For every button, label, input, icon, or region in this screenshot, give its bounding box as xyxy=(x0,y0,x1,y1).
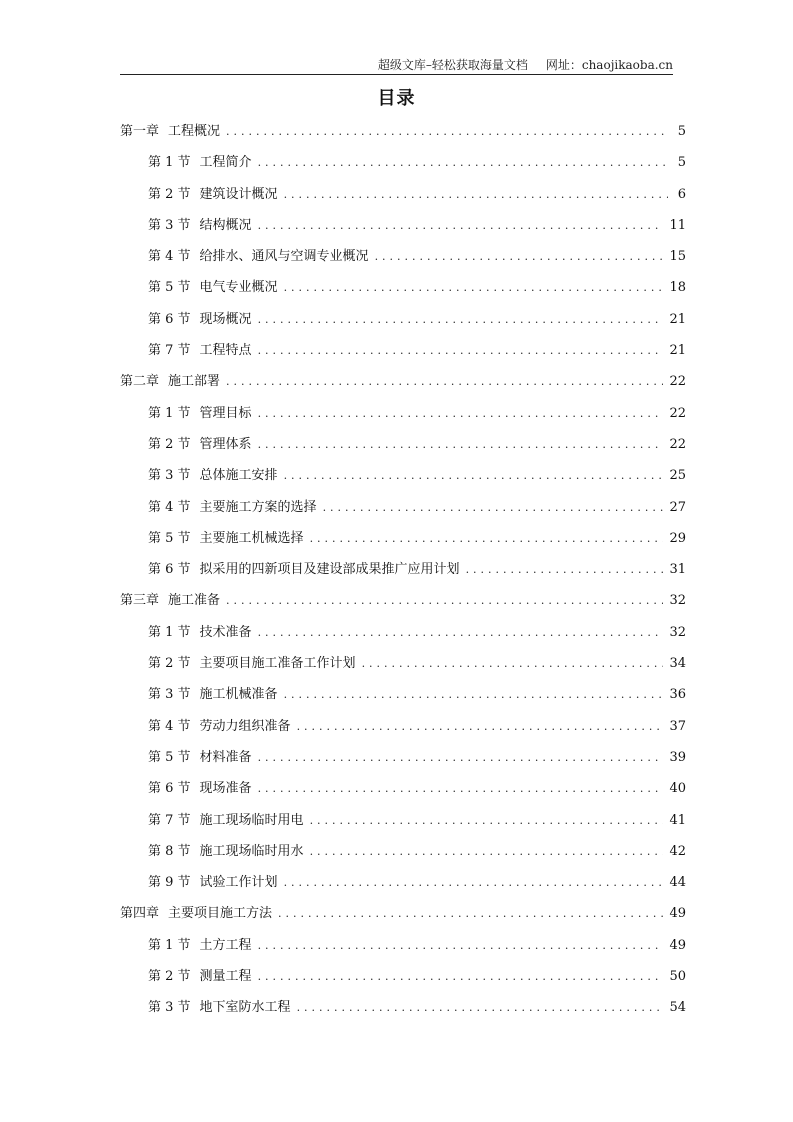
toc-dot-leader xyxy=(310,839,664,865)
toc-entry-title: 施工现场临时用电 xyxy=(199,812,304,828)
toc-entry-label xyxy=(148,808,304,834)
toc-entry-label xyxy=(148,682,278,708)
toc-entry-label xyxy=(148,307,252,333)
toc-entry-number: 第 2 节 xyxy=(148,656,191,672)
toc-section-entry[interactable] xyxy=(120,401,686,432)
toc-entry-number: 第三章 xyxy=(120,593,160,609)
toc-entry-title: 土方工程 xyxy=(199,937,252,953)
toc-entry-label xyxy=(120,901,272,927)
toc-entry-title: 技术准备 xyxy=(199,624,252,640)
toc-dot-leader xyxy=(258,213,664,239)
toc-page-number: 11 xyxy=(669,217,686,233)
toc-dot-leader xyxy=(258,432,664,458)
toc-page-number: 6 xyxy=(677,186,686,202)
toc-entry-title: 劳动力组织准备 xyxy=(199,718,291,734)
toc-section-entry[interactable] xyxy=(120,776,686,807)
toc-dot-leader xyxy=(226,588,663,614)
toc-entry-label xyxy=(148,839,304,865)
toc-section-entry[interactable] xyxy=(120,714,686,745)
toc-entry-title: 管理目标 xyxy=(199,405,252,421)
toc-entry-number: 第 3 节 xyxy=(148,468,191,484)
toc-dot-leader xyxy=(258,745,664,771)
toc-section-entry[interactable] xyxy=(120,839,686,870)
toc-page-number: 34 xyxy=(669,656,686,672)
toc-entry-number: 第 3 节 xyxy=(148,217,191,233)
toc-entry-number: 第 2 节 xyxy=(148,186,191,202)
toc-section-entry[interactable] xyxy=(120,682,686,713)
toc-entry-label xyxy=(148,964,252,990)
toc-dot-leader xyxy=(375,244,664,270)
toc-dot-leader xyxy=(258,964,664,990)
toc-dot-leader xyxy=(258,776,664,802)
toc-section-entry[interactable] xyxy=(120,526,686,557)
toc-section-entry[interactable] xyxy=(120,213,686,244)
toc-entry-number: 第 2 节 xyxy=(148,436,191,452)
toc-dot-leader xyxy=(284,463,664,489)
toc-entry-label xyxy=(148,557,460,583)
toc-page-number: 49 xyxy=(669,937,686,953)
toc-entry-title: 拟采用的四新项目及建设部成果推广应用计划 xyxy=(199,562,460,578)
toc-entry-label xyxy=(148,870,278,896)
page-title: 目录 xyxy=(377,88,416,109)
toc-entry-number: 第 3 节 xyxy=(148,1000,191,1016)
toc-page-number: 21 xyxy=(669,311,686,327)
toc-chapter-entry[interactable] xyxy=(120,369,686,400)
toc-entry-label xyxy=(148,213,252,239)
toc-dot-leader xyxy=(258,933,664,959)
toc-page-number: 40 xyxy=(669,781,686,797)
toc-dot-leader xyxy=(226,119,668,145)
toc-chapter-entry[interactable] xyxy=(120,119,686,150)
toc-entry-number: 第 9 节 xyxy=(148,875,191,891)
toc-dot-leader xyxy=(362,651,664,677)
toc-entry-number: 第 1 节 xyxy=(148,405,191,421)
toc-page-number: 22 xyxy=(669,436,686,452)
toc-entry-title: 结构概况 xyxy=(199,217,252,233)
toc-entry-number: 第一章 xyxy=(120,124,160,139)
toc-page-number: 27 xyxy=(669,499,686,515)
toc-entry-title: 材料准备 xyxy=(199,749,252,765)
toc-entry-title: 主要施工方案的选择 xyxy=(199,499,317,515)
toc-dot-leader xyxy=(284,182,668,208)
toc-section-entry[interactable] xyxy=(120,870,686,901)
toc-page-number: 31 xyxy=(669,562,686,578)
toc-entry-number: 第 1 节 xyxy=(148,624,191,640)
toc-chapter-entry[interactable] xyxy=(120,588,686,619)
toc-page-number: 44 xyxy=(669,875,686,891)
page-header xyxy=(120,57,673,73)
toc-entry-title: 地下室防水工程 xyxy=(199,1000,291,1016)
toc-entry-title: 施工部署 xyxy=(168,374,221,390)
toc-entry-label xyxy=(148,651,356,677)
toc-page-number: 37 xyxy=(669,718,686,734)
toc-entry-number: 第 4 节 xyxy=(148,249,191,265)
toc-section-entry[interactable] xyxy=(120,182,686,213)
toc-entry-label xyxy=(148,401,252,427)
toc-entry-number: 第 5 节 xyxy=(148,280,191,296)
toc-page-number: 49 xyxy=(669,906,686,922)
toc-dot-leader xyxy=(258,307,664,333)
toc-page-number: 54 xyxy=(669,1000,686,1016)
toc-section-entry[interactable] xyxy=(120,338,686,369)
toc-dot-leader xyxy=(466,557,664,583)
toc-dot-leader xyxy=(226,369,663,395)
toc-page-number: 5 xyxy=(677,155,686,171)
toc-page-number: 29 xyxy=(669,530,686,546)
toc-page-number: 41 xyxy=(669,812,686,828)
toc-page-number: 32 xyxy=(669,624,686,640)
toc-section-entry[interactable] xyxy=(120,557,686,588)
toc-entry-label xyxy=(120,369,220,395)
toc-entry-title: 工程特点 xyxy=(199,343,252,359)
toc-page-number: 18 xyxy=(669,280,686,296)
toc-dot-leader xyxy=(310,808,664,834)
toc-entry-number: 第 6 节 xyxy=(148,562,191,578)
toc-section-entry[interactable] xyxy=(120,463,686,494)
toc-page-number: 39 xyxy=(669,749,686,765)
toc-entry-title: 现场准备 xyxy=(199,781,252,797)
toc-entry-label xyxy=(148,526,304,552)
toc-entry-number: 第 1 节 xyxy=(148,937,191,953)
toc-dot-leader xyxy=(310,526,664,552)
toc-entry-label xyxy=(148,244,369,270)
toc-page-number: 32 xyxy=(669,593,686,609)
toc-dot-leader xyxy=(258,338,664,364)
toc-entry-title: 主要项目施工准备工作计划 xyxy=(199,656,356,672)
toc-dot-leader xyxy=(258,401,664,427)
toc-entry-number: 第 2 节 xyxy=(148,969,191,985)
toc-chapter-entry[interactable] xyxy=(120,901,686,932)
toc-entry-title: 测量工程 xyxy=(199,969,252,985)
toc-entry-number: 第 5 节 xyxy=(148,530,191,546)
toc-entry-number: 第 8 节 xyxy=(148,843,191,859)
toc-page-number: 21 xyxy=(669,343,686,359)
toc-entry-title: 施工准备 xyxy=(168,593,221,609)
toc-dot-leader xyxy=(323,495,664,521)
site-name: 超级文库–轻松获取海量文档 xyxy=(377,58,528,72)
toc-page-number: 5 xyxy=(677,124,686,139)
toc-entry-title: 试验工作计划 xyxy=(199,875,278,891)
toc-entry-number: 第 7 节 xyxy=(148,812,191,828)
header-divider xyxy=(120,74,673,75)
toc-entry-label xyxy=(148,714,291,740)
toc-dot-leader xyxy=(284,870,664,896)
toc-section-entry[interactable] xyxy=(120,933,686,964)
toc-dot-leader xyxy=(284,275,664,301)
toc-entry-label xyxy=(148,463,278,489)
toc-entry-title: 主要施工机械选择 xyxy=(199,530,304,546)
toc-entry-title: 工程简介 xyxy=(199,155,252,171)
toc-entry-label xyxy=(148,495,317,521)
toc-entry-title: 总体施工安排 xyxy=(199,468,278,484)
toc-dot-leader xyxy=(258,150,668,176)
toc-entry-title: 管理体系 xyxy=(199,436,252,452)
toc-entry-title: 给排水、通风与空调专业概况 xyxy=(199,249,369,265)
toc-page-number: 50 xyxy=(669,969,686,985)
toc-entry-label xyxy=(148,933,252,959)
toc-entry-title: 施工现场临时用水 xyxy=(199,843,304,859)
toc-section-entry[interactable] xyxy=(120,244,686,275)
toc-entry-label xyxy=(148,776,252,802)
toc-entry-label xyxy=(148,338,252,364)
toc-entry-label xyxy=(148,182,278,208)
toc-entry-number: 第 6 节 xyxy=(148,781,191,797)
toc-section-entry[interactable] xyxy=(120,307,686,338)
toc-dot-leader xyxy=(297,714,664,740)
toc-entry-number: 第 4 节 xyxy=(148,499,191,515)
toc-section-entry[interactable] xyxy=(120,432,686,463)
toc-entry-label xyxy=(148,150,252,176)
toc-section-entry[interactable] xyxy=(120,150,686,181)
toc-entry-title: 现场概况 xyxy=(199,311,252,327)
toc-section-entry[interactable] xyxy=(120,651,686,682)
toc-dot-leader xyxy=(297,995,664,1021)
toc-page-number: 15 xyxy=(669,249,686,265)
toc-entry-label xyxy=(120,588,220,614)
table-of-contents xyxy=(120,119,686,1027)
toc-entry-number: 第 3 节 xyxy=(148,687,191,703)
toc-entry-title: 建筑设计概况 xyxy=(199,186,278,202)
toc-entry-number: 第 5 节 xyxy=(148,749,191,765)
toc-entry-number: 第 7 节 xyxy=(148,343,191,359)
toc-section-entry[interactable] xyxy=(120,964,686,995)
toc-dot-leader xyxy=(258,620,664,646)
toc-entry-label xyxy=(148,745,252,771)
toc-dot-leader xyxy=(278,901,663,927)
toc-entry-number: 第二章 xyxy=(120,374,160,390)
toc-entry-label xyxy=(148,995,291,1021)
toc-section-entry[interactable] xyxy=(120,808,686,839)
toc-section-entry[interactable] xyxy=(120,620,686,651)
toc-entry-title: 施工机械准备 xyxy=(199,687,278,703)
toc-page-number: 22 xyxy=(669,405,686,421)
toc-entry-number: 第 4 节 xyxy=(148,718,191,734)
toc-entry-title: 主要项目施工方法 xyxy=(168,906,273,922)
toc-section-entry[interactable] xyxy=(120,495,686,526)
toc-entry-number: 第 1 节 xyxy=(148,155,191,171)
toc-section-entry[interactable] xyxy=(120,745,686,776)
toc-entry-label xyxy=(148,620,252,646)
toc-dot-leader xyxy=(284,682,664,708)
toc-page-number: 36 xyxy=(669,687,686,703)
toc-entry-label xyxy=(148,432,252,458)
toc-section-entry[interactable] xyxy=(120,995,686,1026)
toc-section-entry[interactable] xyxy=(120,275,686,306)
toc-entry-number: 第四章 xyxy=(120,906,160,922)
toc-page-number: 42 xyxy=(669,843,686,859)
toc-page-number: 22 xyxy=(669,374,686,390)
site-url[interactable]: 网址：chaojikaoba.cn xyxy=(545,58,673,72)
toc-entry-title: 工程概况 xyxy=(168,124,221,139)
toc-entry-label xyxy=(120,119,220,145)
toc-entry-title: 电气专业概况 xyxy=(199,280,278,296)
toc-entry-label xyxy=(148,275,278,301)
toc-entry-number: 第 6 节 xyxy=(148,311,191,327)
toc-page-number: 25 xyxy=(669,468,686,484)
